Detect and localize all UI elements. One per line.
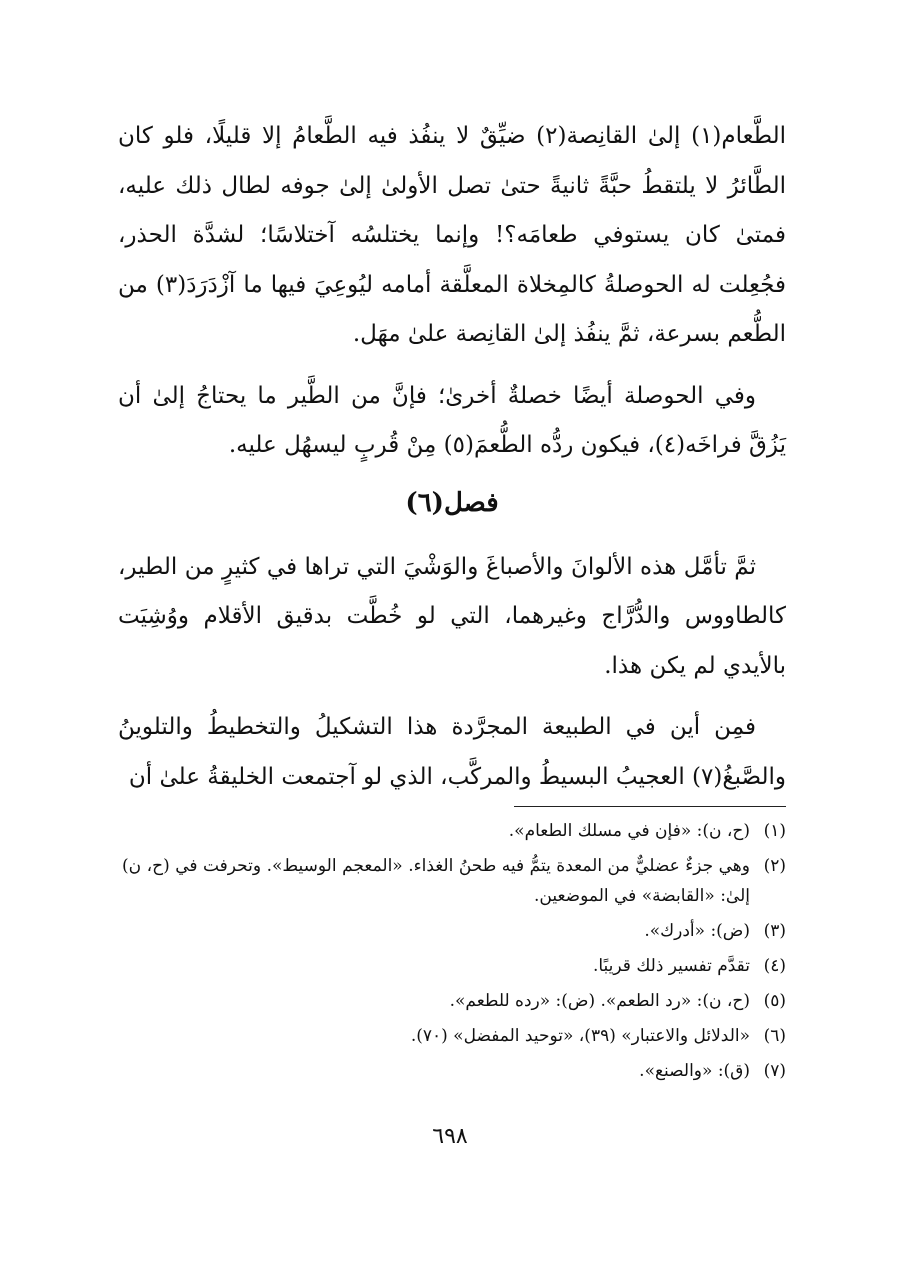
paragraph-4: فمِن أين في الطبيعة المجرَّدة هذا التشكيلُ والتخطيطُ والتلوينُ والصَّبغُ(٧) العجيبُ البسيطُ والمركَّب، الذي لو آجتمعت الخليقةُ علىٰ أن [118, 714, 786, 790]
main-text [118, 112, 786, 802]
footnote-number: (٦) [763, 1026, 786, 1046]
footnote-number: (٤) [763, 956, 786, 976]
footnote-text: «الدلائل والاعتبار» (٣٩)، «توحيد المفضل» (٧٠). [410, 1026, 750, 1046]
footnote-text: (ح، ن): «رد الطعم». (ض): «رده للطعم». [449, 991, 750, 1011]
footnote-number: (٢) [763, 856, 786, 876]
footnote-text: (ق): «والصنع». [639, 1061, 750, 1081]
footnote-text: تقدَّم تفسير ذلك قريبًا. [592, 956, 750, 976]
footnote-number: (٧) [763, 1061, 786, 1081]
footnotes [118, 816, 786, 1091]
paragraph-3: ثمَّ تأمَّل هذه الألوانَ والأصباغَ والوَشْيَ التي تراها في كثيرٍ من الطير، كالطاووس والدُّرَّاج وغيرهما، التي لو خُطَّت بدقيق الأقلام ووُشِيَت بالأيدي لم يكن هذا. [118, 553, 786, 679]
footnote [118, 851, 786, 911]
footnote-divider [514, 806, 786, 807]
paragraph-2: وفي الحوصلة أيضًا خصلةٌ أخرىٰ؛ فإنَّ من الطَّير ما يحتاجُ إلىٰ أن يَزُقَّ فراخَه(٤)، فيكون ردُّه الطُّعمَ(٥) مِنْ قُربٍ ليسهُل عليه. [118, 382, 786, 458]
footnote-number: (٣) [763, 921, 786, 941]
page-number: ٦٩٨ [432, 1124, 468, 1149]
footnote [118, 1056, 786, 1086]
paragraph-1: الطَّعام(١) إلىٰ القانِصة(٢) ضيِّقٌ لا ينفُذ فيه الطَّعامُ إلا قليلًا، فلو كان الطَّائرُ لا يلتقطُ حبَّةً ثانيةً حتىٰ تصل الأولىٰ إلىٰ جوفه لطال ذلك عليه، فمتىٰ كان يستوفي طعامَه؟! وإنما يختلسُه آختلاسًا؛ لشدَّة الحذر، فجُعِلت له الحوصلةُ كالمِخلاة المعلَّقة أمامه ليُوعِيَ فيها ما آزْدَرَدَ(٣) من الطُّعم بسرعة، ثمَّ ينفُذ إلىٰ القانِصة علىٰ مهَل. [118, 123, 787, 347]
footnote-text: (ض): «أدرك». [644, 921, 750, 941]
footnote [118, 986, 786, 1016]
footnote-number: (١) [763, 821, 786, 841]
footnote [118, 951, 786, 981]
footnote-number: (٥) [763, 991, 786, 1011]
footnote [118, 816, 786, 846]
footnote [118, 1021, 786, 1051]
footnote-text: وهي جزءٌ عضليٌّ من المعدة يتمُّ فيه طحنُ الغذاء. «المعجم الوسيط». وتحرفت في (ح، ن) إلىٰ: «القابضة» في الموضعين. [122, 856, 750, 906]
footnote [118, 916, 786, 946]
footnote-text: (ح، ن): «فإن في مسلك الطعام». [508, 821, 750, 841]
section-heading: فصل(٦) [405, 487, 499, 518]
